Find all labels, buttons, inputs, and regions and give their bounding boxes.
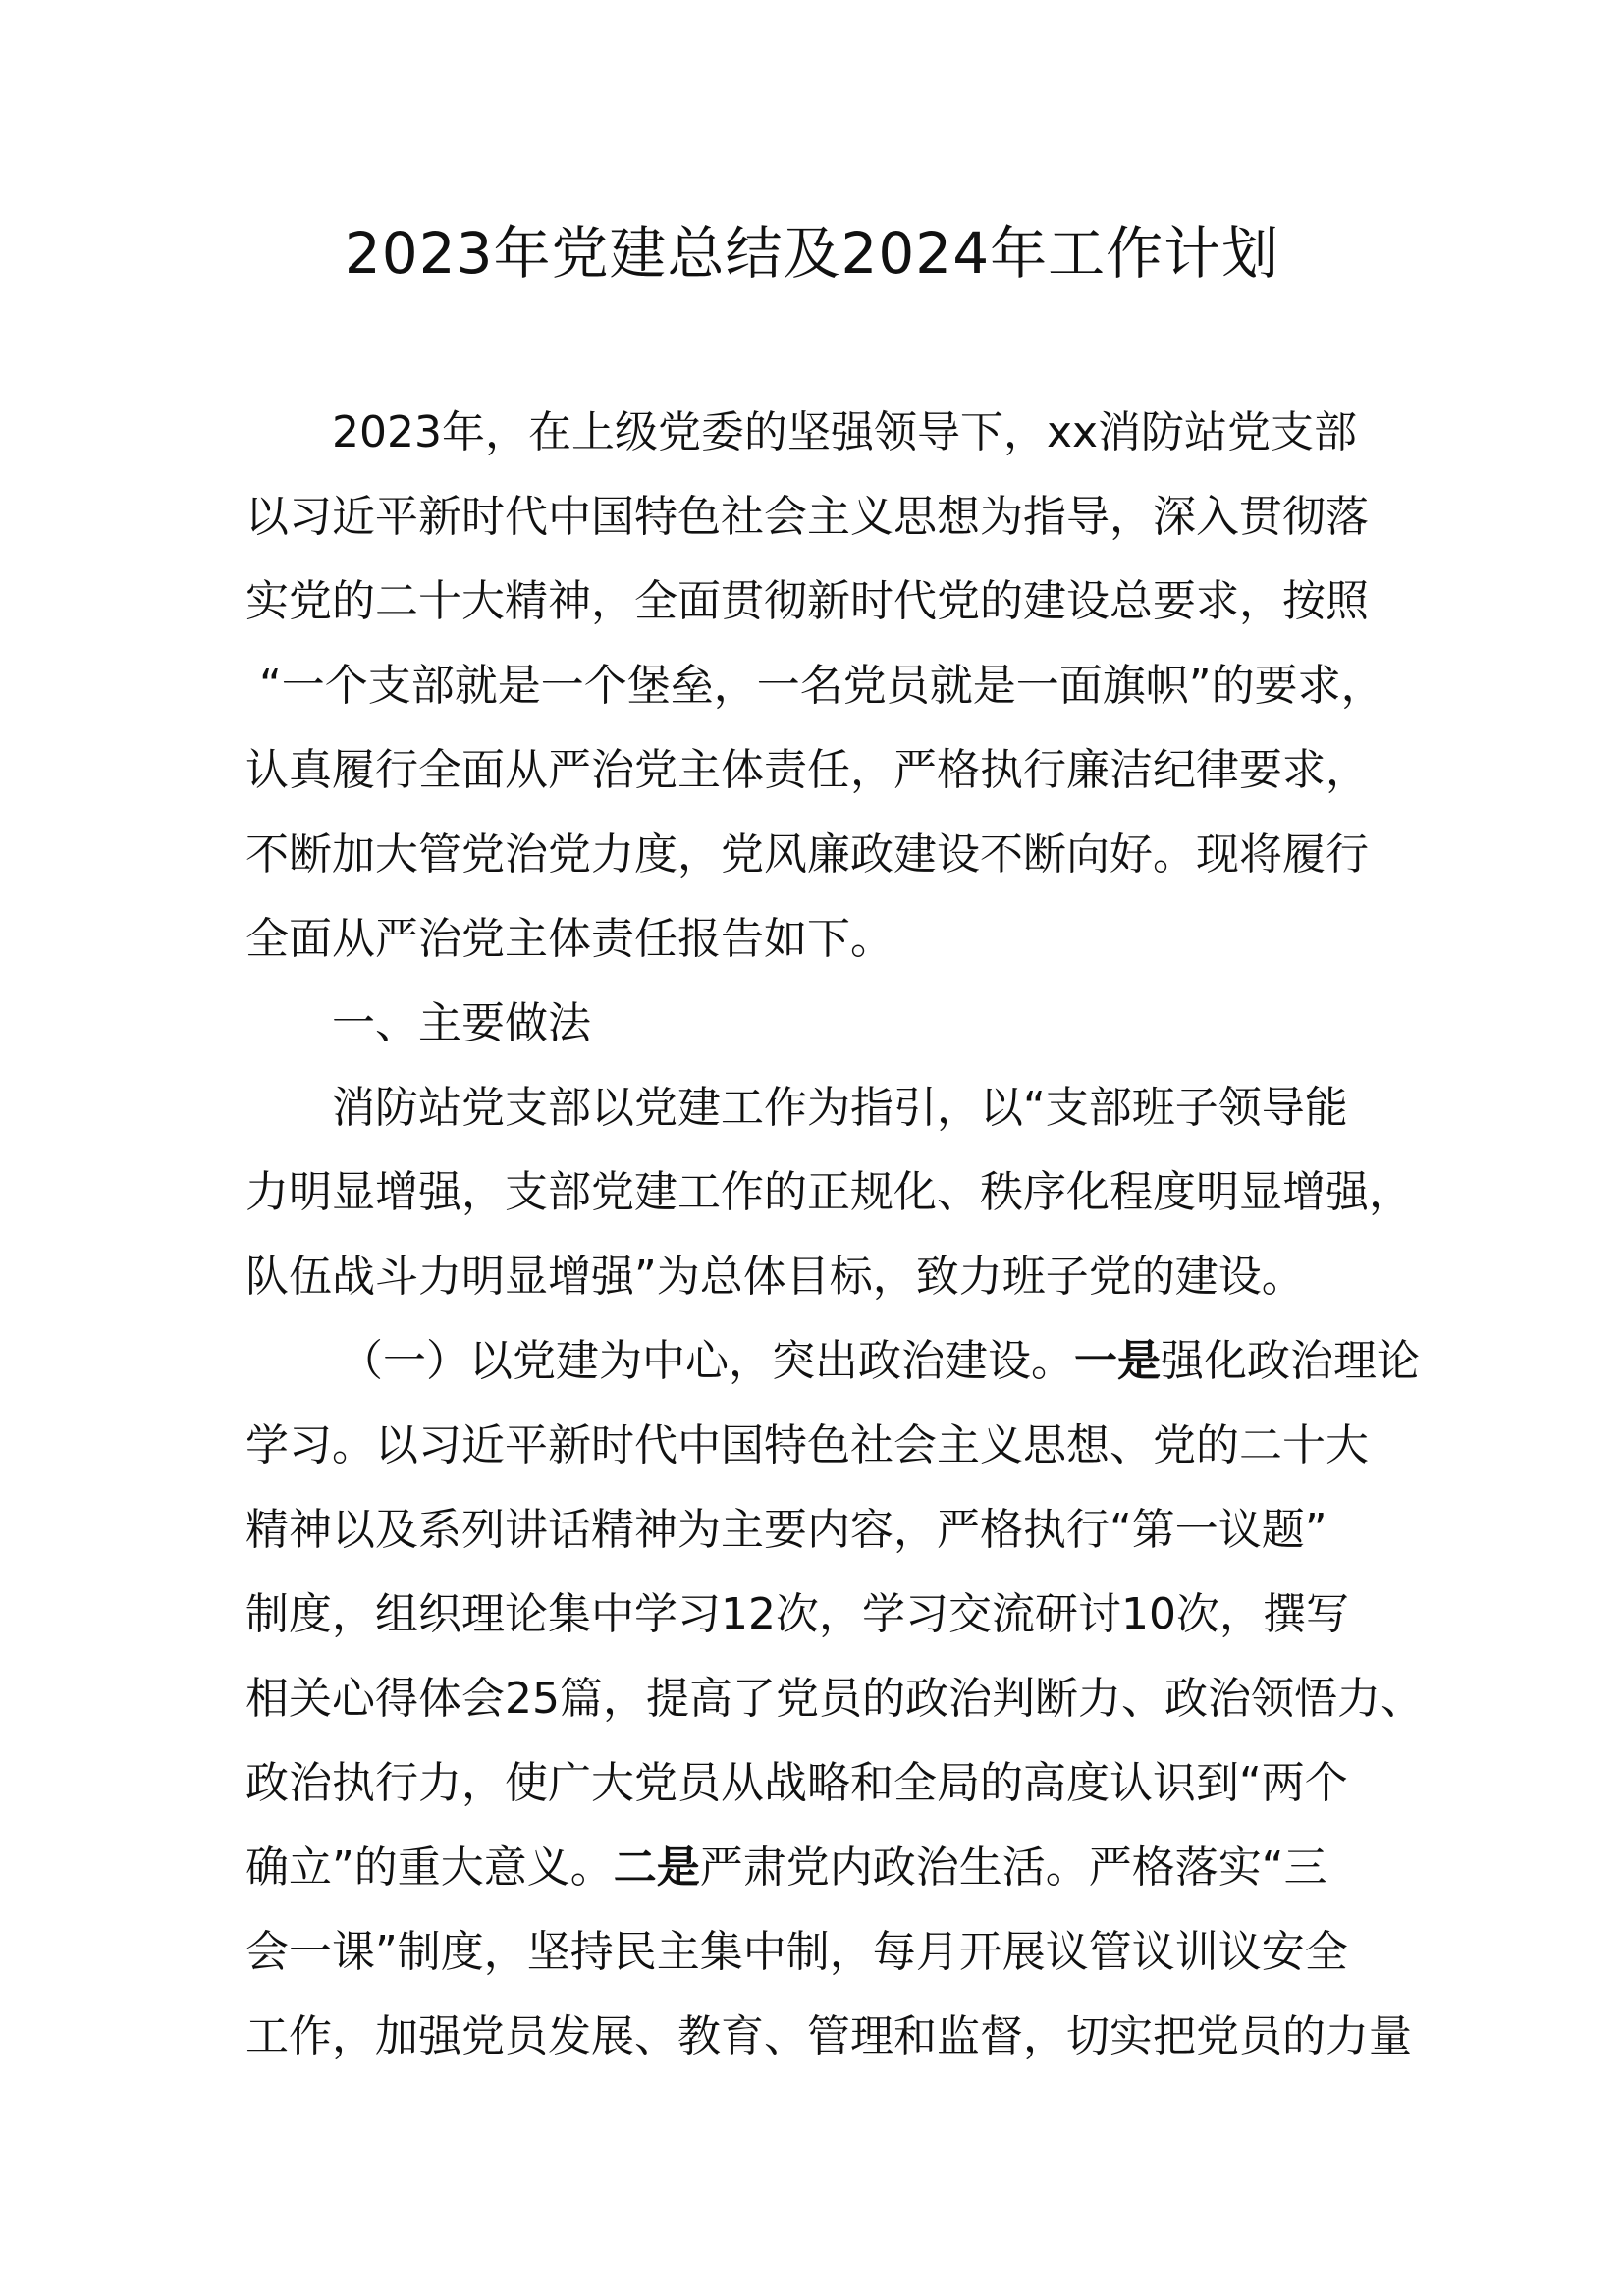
- paragraph-line: 力明显增强，支部党建工作的正规化、秩序化程度明显增强，: [245, 1167, 1412, 1217]
- paragraph-line: 制度，组织理论集中学习12次，学习交流研讨10次，撰写: [245, 1589, 1349, 1639]
- paragraph-line: 实党的二十大精神，全面贯彻新时代党的建设总要求，按照: [245, 576, 1369, 626]
- paragraph-line: 不断加大管党治党力度，党风廉政建设不断向好。现将履行: [245, 829, 1369, 880]
- subsection-line: [245, 1319, 1420, 1404]
- document-title: 2023年党建总结及2024年工作计划: [344, 220, 1280, 287]
- paragraph-line: [245, 1826, 1404, 1910]
- emphasis-second: 二是: [613, 1842, 700, 1893]
- paragraph-line: 全面从严治党主体责任报告如下。: [245, 914, 893, 964]
- paragraph-line: 认真履行全面从严治党主体责任，严格执行廉洁纪律要求，: [245, 745, 1369, 795]
- line-text: 严肃党内政治生活。严格落实“三: [699, 1842, 1327, 1893]
- paragraph-line: 以习近平新时代中国特色社会主义思想为指导，深入贯彻落: [245, 492, 1369, 542]
- paragraph-line: 政治执行力，使广大党员从战略和全局的高度认识到“两个: [245, 1758, 1348, 1808]
- paragraph-line: “一个支部就是一个堡垒，一名党员就是一面旗帜”的要求，: [259, 661, 1384, 711]
- paragraph-line: 会一课”制度，坚持民主集中制，每月开展议管议训议安全: [245, 1927, 1348, 1977]
- line-text: 确立”的重大意义。: [245, 1842, 614, 1893]
- section-heading: 一、主要做法: [332, 998, 591, 1048]
- paragraph-line: 相关心得体会25篇，提高了党员的政治判断力、政治领悟力、: [245, 1674, 1424, 1724]
- paragraph-line: 队伍战斗力明显增强”为总体目标，致力班子党的建设。: [245, 1252, 1305, 1302]
- document-body: [245, 391, 1424, 2079]
- emphasis-first: 一是: [1074, 1336, 1161, 1386]
- paragraph-line: 2023年，在上级党委的坚强领导下，xx消防站党支部: [332, 407, 1358, 457]
- subsection-text: 强化政治理论: [1161, 1336, 1420, 1386]
- paragraph-line: 学习。以习近平新时代中国特色社会主义思想、党的二十大: [245, 1420, 1369, 1470]
- paragraph-line: 消防站党支部以党建工作为指引，以“支部班子领导能: [332, 1083, 1348, 1133]
- paragraph-line: 工作，加强党员发展、教育、管理和监督，切实把党员的力量: [245, 2011, 1412, 2061]
- subsection-heading: （一）以党建为中心，突出政治建设。: [340, 1336, 1074, 1386]
- paragraph-line: 精神以及系列讲话精神为主要内容，严格执行“第一议题”: [245, 1505, 1327, 1555]
